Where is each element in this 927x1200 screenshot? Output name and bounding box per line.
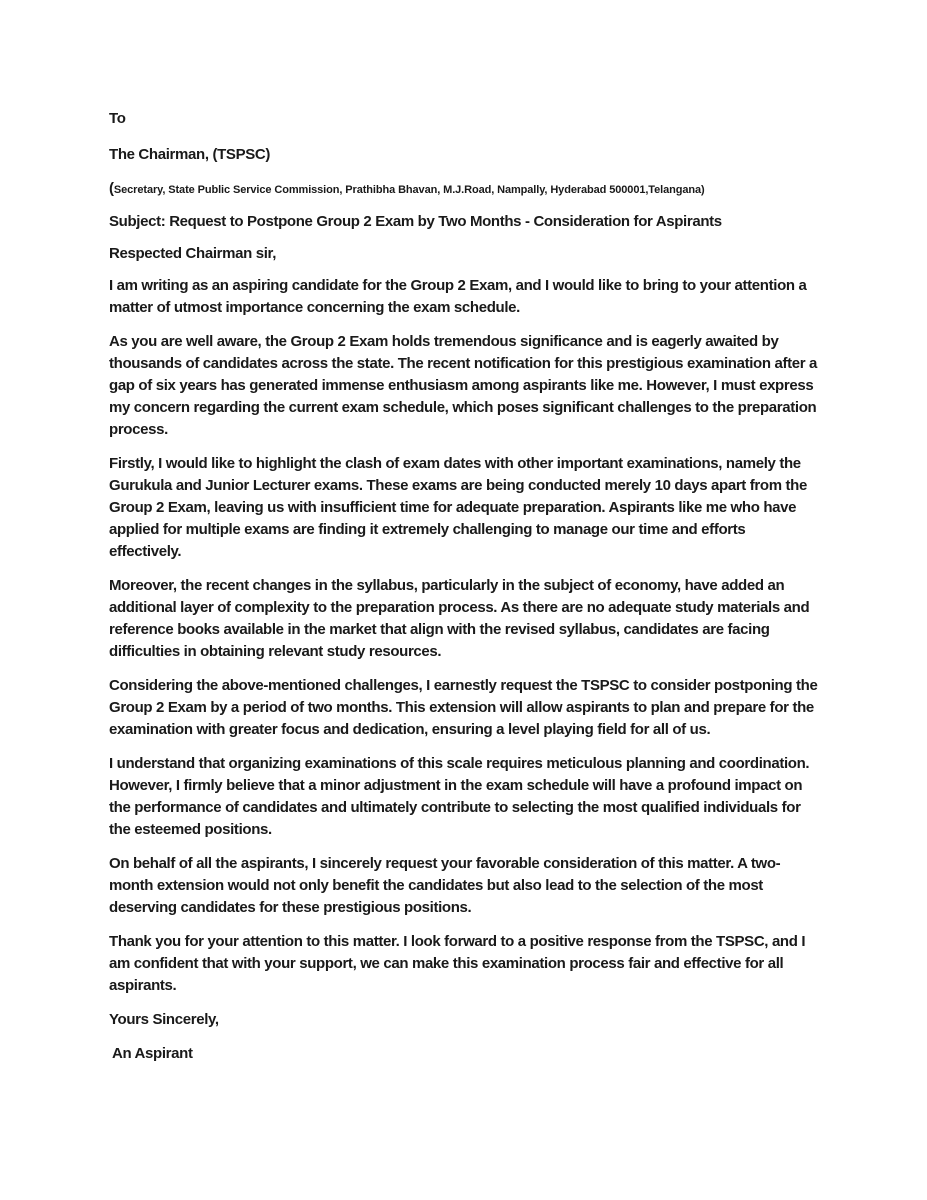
paragraph-intro: I am writing as an aspiring candidate for the Group 2 Exam, and I would like to bring to your attention a matter of utmost importance concerning the exam schedule. [109, 277, 807, 316]
address-open-paren: ( [109, 180, 114, 197]
paragraph-clash: Firstly, I would like to highlight the clash of exam dates with other important examinations, namely the Gurukula and Junior Lecturer exams. These exams are being conducted merely 10 days apart from the Group 2 Exam, leaving us with insufficient time for adequate preparation. Aspirants like me who have applied for multiple exams are finding it extremely challenging to manage our time and efforts effectively. [109, 455, 807, 560]
paragraph-syllabus: Moreover, the recent changes in the syllabus, particularly in the subject of economy, have added an additional layer of complexity to the preparation process. As there are no adequate study materials and reference books available in the market that align with the revised syllabus, candidates are facing difficulties in obtaining relevant study resources. [109, 577, 810, 660]
address-text: Secretary, State Public Service Commission, Prathibha Bhavan, M.J.Road, Nampally, Hyderabad 500001,Telangana) [113, 184, 705, 196]
paragraph-significance: As you are well aware, the Group 2 Exam holds tremendous significance and is eagerly awaited by thousands of candidates across the state. The recent notification for this prestigious examination after a gap of six years has generated immense enthusiasm among aspirants like me. However, I must express my concern regarding the current exam schedule, which poses significant challenges to the preparation process. [109, 333, 818, 438]
address-line [109, 178, 821, 201]
salutation: Respected Chairman sir, [109, 245, 277, 262]
subject-line: Subject: Request to Postpone Group 2 Exam by Two Months - Consideration for Aspirants [109, 213, 722, 230]
paragraph-thanks: Thank you for your attention to this matter. I look forward to a positive response from the TSPSC, and I am confident that with your support, we can make this examination process fair and effective for all aspirants. [109, 933, 806, 994]
letter-body [109, 108, 821, 1065]
paragraph-understanding: I understand that organizing examinations of this scale requires meticulous planning and coordination. However, I firmly believe that a minor adjustment in the exam schedule will have a profound impact on the performance of candidates and ultimately contribute to selecting the most qualified individuals for the esteemed positions. [109, 755, 810, 838]
recipient-line: To [109, 110, 126, 127]
signature: An Aspirant [112, 1045, 193, 1062]
addressee: The Chairman, (TSPSC) [109, 146, 271, 163]
closing: Yours Sincerely, [109, 1011, 219, 1028]
paragraph-behalf: On behalf of all the aspirants, I sincerely request your favorable consideration of this matter. A two-month extension would not only benefit the candidates but also lead to the selection of the most deserving candidates for these prestigious positions. [109, 855, 781, 916]
paragraph-request: Considering the above-mentioned challenges, I earnestly request the TSPSC to consider postponing the Group 2 Exam by a period of two months. This extension will allow aspirants to plan and prepare for the examination with greater focus and dedication, ensuring a level playing field for all of us. [109, 677, 818, 738]
